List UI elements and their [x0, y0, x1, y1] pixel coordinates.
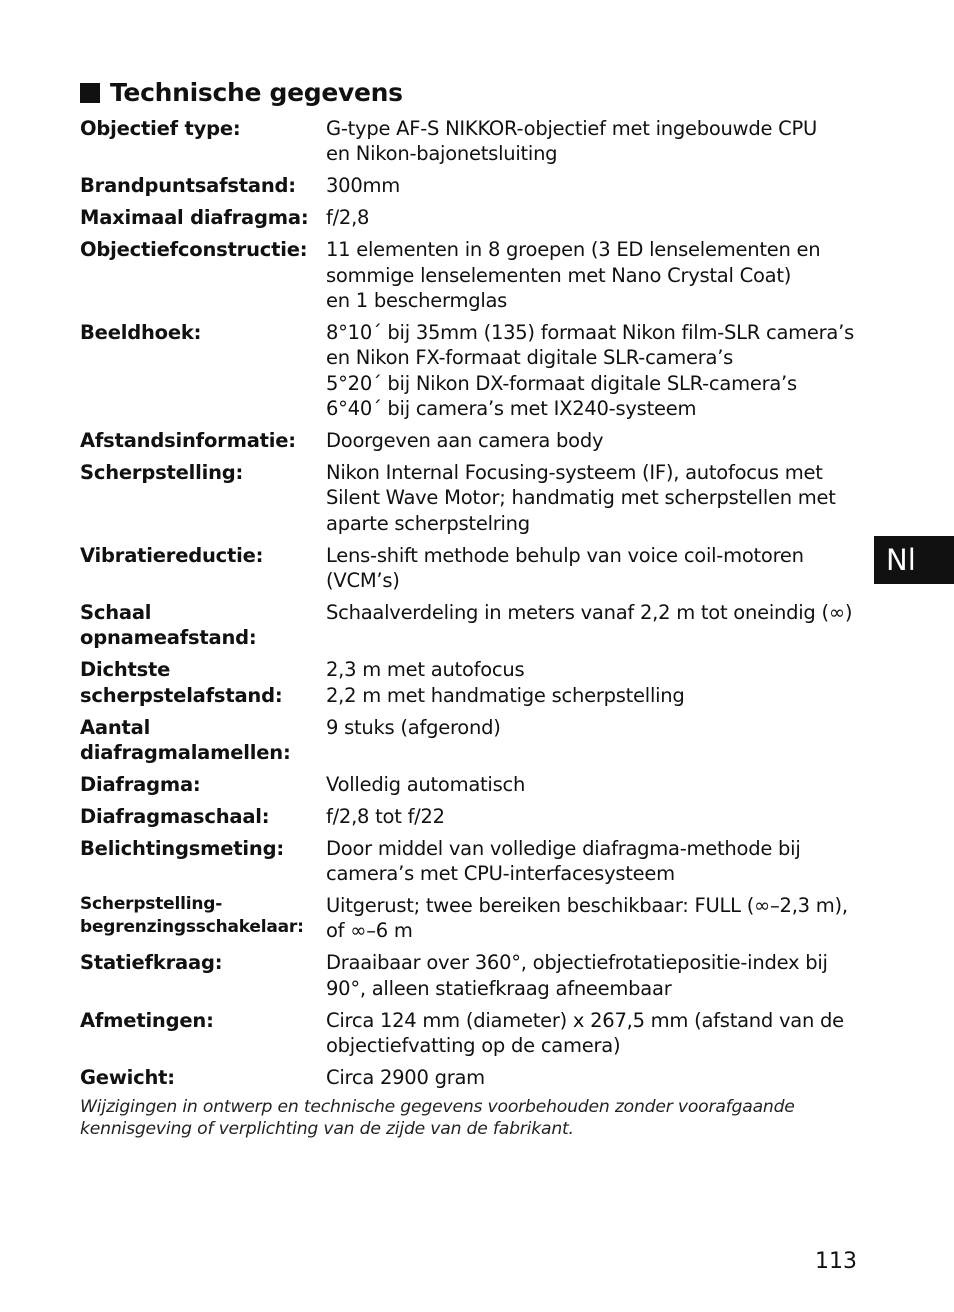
spec-row: [80, 836, 860, 887]
spec-row: [80, 173, 860, 198]
spec-label: Objectiefconstructie:: [80, 238, 308, 262]
spec-row: [80, 116, 860, 167]
spec-value: Schaalverdeling in meters vanaf 2,2 m tot oneindig (∞): [326, 600, 853, 624]
spec-value: 300mm: [326, 174, 400, 198]
spec-label: Scherpstelling- begrenzingsschakelaar:: [80, 893, 304, 937]
spec-label: Vibratiereductie:: [80, 543, 264, 567]
spec-row: [80, 657, 860, 708]
spec-label: Afstandsinformatie:: [80, 428, 296, 452]
spec-label: Statiefkraag:: [80, 951, 223, 975]
spec-value: Draaibaar over 360°, objectiefrotatiepositie-index bij 90°, alleen statiefkraag afneembaar: [326, 951, 828, 1000]
spec-label: Aantal diafragmalamellen:: [80, 715, 291, 764]
spec-label: Dichtste scherpstelafstand:: [80, 658, 283, 707]
spec-value: f/2,8: [326, 206, 370, 230]
footnote: Wijzigingen in ontwerp en technische gegevens voorbehouden zonder voorafgaande kennisgeving of verplichting van de zijde van de fabrikant.: [80, 1097, 795, 1139]
spec-label: Belichtingsmeting:: [80, 836, 284, 860]
spec-row: [80, 600, 860, 651]
spec-row: [80, 460, 860, 536]
spec-row: [80, 543, 860, 594]
spec-row: [80, 772, 860, 797]
spec-row: [80, 1065, 860, 1090]
spec-label: Beeldhoek:: [80, 320, 202, 344]
spec-row: [80, 237, 860, 313]
spec-label: Objectief type:: [80, 117, 241, 140]
spec-value: 9 stuks (afgerond): [326, 715, 501, 739]
spec-row: [80, 320, 860, 422]
spec-label: Schaal opnameafstand:: [80, 600, 257, 650]
spec-row: [80, 804, 860, 829]
spec-row: [80, 893, 860, 944]
spec-label: Scherpstelling:: [80, 460, 244, 484]
spec-label: Maximaal diafragma:: [80, 206, 309, 230]
spec-value: Circa 124 mm (diameter) x 267,5 mm (afstand van de objectiefvatting op de camera): [326, 1008, 844, 1057]
spec-value: Nikon Internal Focusing-systeem (IF), autofocus met Silent Wave Motor; handmatig met scherpstellen met aparte scherpstelring: [326, 460, 836, 535]
language-tab: Nl: [874, 536, 954, 584]
spec-value: f/2,8 tot f/22: [326, 804, 445, 828]
spec-row: [80, 205, 860, 230]
spec-value: Circa 2900 gram: [326, 1065, 485, 1089]
spec-row: [80, 715, 860, 766]
section-title: [80, 78, 403, 107]
spec-value: Doorgeven aan camera body: [326, 428, 604, 452]
spec-value: Uitgerust; twee bereiken beschikbaar: FULL (∞–2,3 m), of ∞–6 m: [326, 893, 848, 943]
black-square-icon: [80, 83, 100, 103]
spec-value: G-type AF-S NIKKOR-objectief met ingebouwde CPU en Nikon-bajonetsluiting: [326, 117, 818, 166]
spec-label: Afmetingen:: [80, 1008, 214, 1032]
spec-label: Gewicht:: [80, 1065, 175, 1089]
spec-label: Diafragmaschaal:: [80, 804, 270, 828]
spec-row: [80, 950, 860, 1001]
spec-value: 2,3 m met autofocus 2,2 m met handmatige scherpstelling: [326, 658, 685, 707]
spec-value: Lens-shift methode behulp van voice coil-motoren (VCM’s): [326, 543, 804, 592]
spec-value: Door middel van volledige diafragma-methode bij camera’s met CPU-interfacesysteem: [326, 836, 801, 886]
spec-table: [80, 116, 860, 1097]
spec-row: [80, 1008, 860, 1059]
section-title-text: Technische gegevens: [110, 78, 403, 107]
spec-label: Diafragma:: [80, 772, 201, 796]
spec-label: Brandpuntsafstand:: [80, 174, 296, 198]
spec-value: 8°10´ bij 35mm (135) formaat Nikon film-SLR camera’s en Nikon FX-formaat digitale SLR-camera’s 5°20´ bij Nikon DX-formaat digitale SLR-camera’s 6°40´ bij camera’s met IX240-systeem: [326, 320, 854, 421]
page-number: 113: [815, 1249, 857, 1274]
spec-value: Volledig automatisch: [326, 772, 526, 796]
spec-value: 11 elementen in 8 groepen (3 ED lenselementen en sommige lenselementen met Nano Crystal Coat) en 1 beschermglas: [326, 238, 821, 312]
spec-row: [80, 428, 860, 453]
